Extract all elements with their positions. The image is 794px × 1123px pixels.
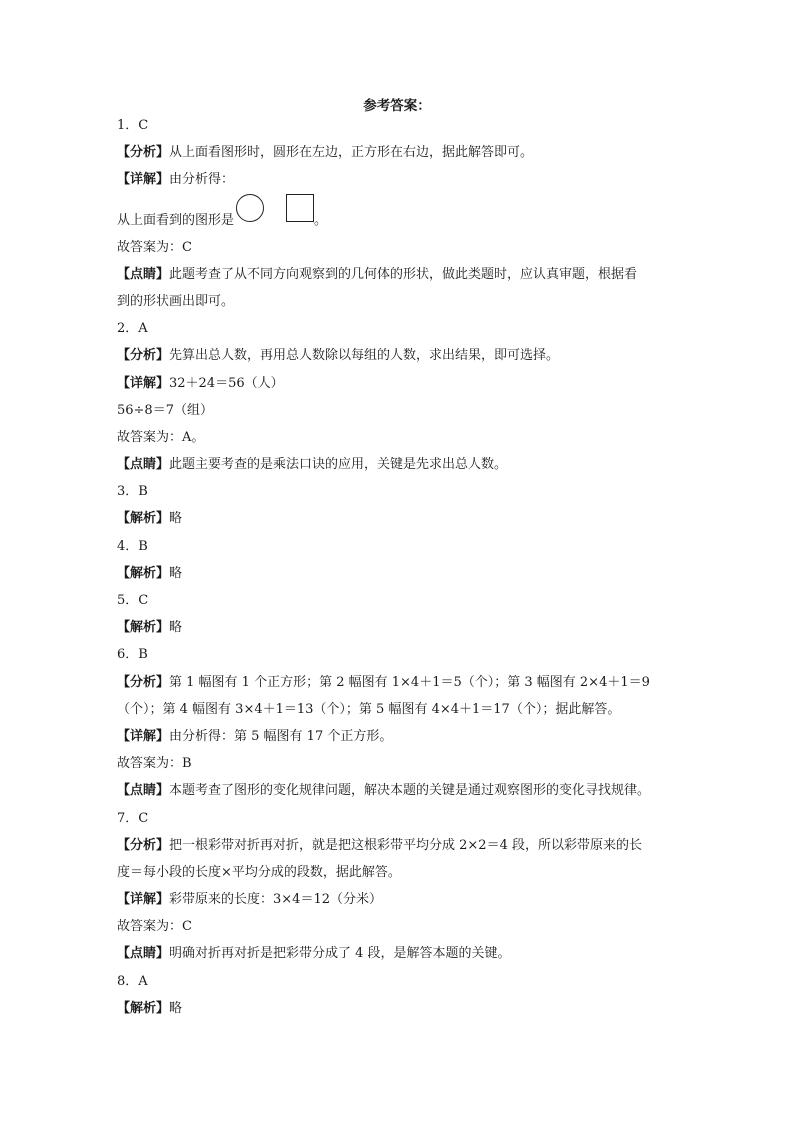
section-text: 明确对折再对折是把彩带分成了 4 段，是解答本题的关键。 — [169, 946, 511, 962]
section-tag: 【分析】 — [117, 674, 170, 690]
section-tag: 【分析】 — [117, 837, 170, 853]
section-text: 略 — [169, 620, 183, 636]
answer-line: （个）；第 4 幅图有 3×4＋1＝13（个）；第 5 幅图有 4×4＋1＝17（个）；据此解答。 — [117, 701, 621, 717]
answer-line — [117, 166, 687, 193]
section-tag: 【详解】 — [117, 172, 170, 188]
section-tag: 【点睛】 — [117, 457, 170, 473]
answer-line — [117, 139, 687, 166]
section-text: 第 1 幅图有 1 个正方形；第 2 幅图有 1×4＋1＝5（个）；第 3 幅图有 2×4＋1＝9 — [169, 674, 650, 690]
section-tag: 【详解】 — [117, 892, 170, 908]
answer-line — [117, 723, 687, 750]
question-number: 8．A — [117, 973, 148, 989]
answer-line: 到的形状画出即可。 — [117, 293, 235, 309]
section-text: 先算出总人数，再用总人数除以每组的人数，求出结果，即可选择。 — [169, 348, 560, 364]
section-text: 略 — [169, 565, 183, 581]
circle-icon — [236, 194, 264, 222]
answer-list — [117, 112, 687, 1022]
answer-line — [117, 669, 687, 696]
question-number: 6．B — [117, 647, 148, 663]
question-number: 7．C — [117, 810, 149, 826]
answer-line: 度＝每小段的长度×平均分成的段数，据此解答。 — [117, 864, 401, 880]
section-tag: 【点睛】 — [117, 266, 170, 282]
section-tag: 【详解】 — [117, 728, 170, 744]
answer-line — [117, 194, 687, 234]
question-number: 1．C — [117, 118, 149, 133]
question-number: 4．B — [117, 538, 148, 554]
section-tag: 【解析】 — [117, 565, 170, 581]
section-text: 由分析得： — [169, 172, 235, 188]
answer-line: 56÷8＝7（组） — [117, 402, 213, 418]
answer-line — [117, 995, 687, 1022]
answer-line — [117, 614, 687, 641]
section-text: 由分析得：第 5 幅图有 17 个正方形。 — [169, 728, 393, 744]
answer-line: 故答案为：C — [117, 239, 192, 255]
answer-line — [117, 777, 687, 804]
section-text: 本题考查了图形的变化规律问题，解决本题的关键是通过观察图形的变化寻找规律。 — [169, 783, 651, 799]
question-number: 3．B — [117, 484, 148, 500]
section-text: 从上面看到的图形是 — [117, 212, 235, 228]
answer-line — [117, 940, 687, 967]
section-tag: 【点睛】 — [117, 946, 170, 962]
answer-line — [117, 886, 687, 913]
section-text: 32＋24＝56（人） — [169, 375, 284, 391]
answer-line — [117, 560, 687, 587]
page-title: 参考答案： — [363, 98, 431, 114]
section-tag: 【分析】 — [117, 348, 170, 364]
section-text: 彩带原来的长度：3×4＝12（分米） — [169, 892, 382, 908]
answer-line — [117, 451, 687, 478]
answer-line — [117, 342, 687, 369]
answer-line — [117, 261, 687, 288]
answer-line — [117, 505, 687, 532]
section-text: 把一根彩带对折再对折，就是把这根彩带平均分成 2×2＝4 段，所以彩带原来的长 — [169, 837, 642, 853]
square-icon — [286, 194, 314, 222]
section-tag: 【解析】 — [117, 620, 170, 636]
answer-line — [117, 832, 687, 859]
section-tag: 【解析】 — [117, 511, 170, 527]
section-text: 略 — [169, 511, 183, 527]
section-text: 此题考查了从不同方向观察到的几何体的形状，做此类题时，应认真审题，根据看 — [169, 266, 638, 282]
answer-line: 故答案为：C — [117, 919, 192, 935]
section-text: 略 — [169, 1000, 183, 1016]
question-number: 5．C — [117, 593, 149, 608]
question-number: 2．A — [117, 321, 148, 337]
section-tag: 【分析】 — [117, 145, 170, 161]
section-text: 此题主要考查的是乘法口诀的应用，关键是先求出总人数。 — [169, 457, 508, 473]
answer-line — [117, 370, 687, 397]
section-tag: 【解析】 — [117, 1000, 170, 1016]
answer-line: 故答案为：A。 — [117, 429, 205, 445]
answer-line: 故答案为：B — [117, 756, 192, 772]
section-text: 从上面看图形时，圆形在左边，正方形在右边，据此解答即可。 — [169, 145, 534, 161]
section-text: 。 — [314, 212, 328, 228]
section-tag: 【详解】 — [117, 375, 170, 391]
section-tag: 【点睛】 — [117, 783, 170, 799]
